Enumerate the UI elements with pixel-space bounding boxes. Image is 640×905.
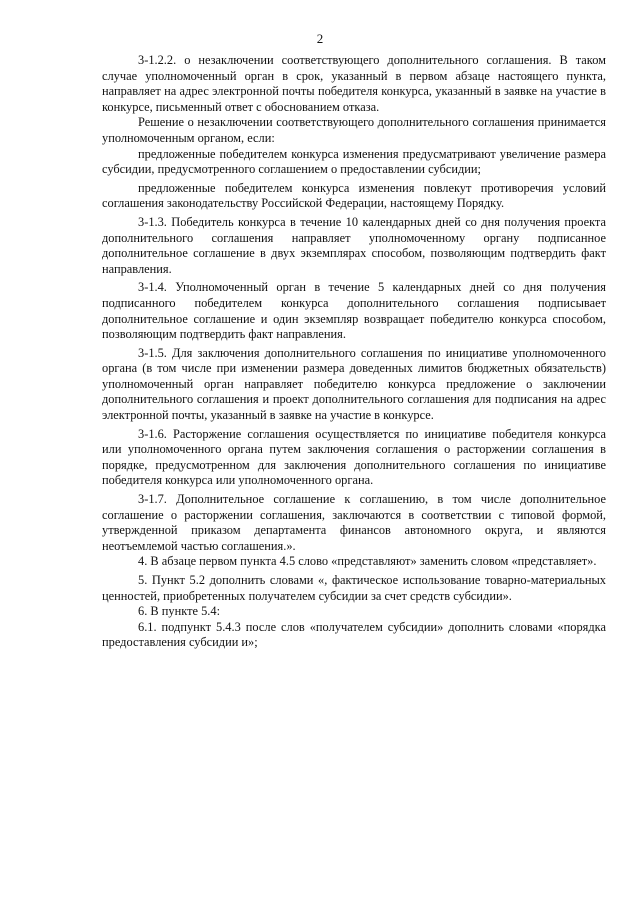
paragraph-3-1-6: 3-1.6. Расторжение соглашения осуществляется по инициативе победителя конкурса или уполномоченного органа путем заключения соглашения о расторжении соглашения в порядке, предусмотренном для заключения дополнительного соглашения по инициативе победителя конкурса или уполномоченного органа. (102, 426, 606, 488)
paragraph-5: 5. Пункт 5.2 дополнить словами «, фактическое использование товарно-материальных ценностей, приобретенных получателем субсидии за счет средств субсидии». (102, 573, 606, 603)
document-body (102, 53, 606, 651)
paragraph-6: 6. В пункте 5.4: (138, 604, 221, 619)
paragraph-3-1-3: 3-1.3. Победитель конкурса в течение 10 календарных дней со дня получения проекта дополнительного соглашения направляет уполномоченному органу подписанное дополнительное соглашение в двух экземплярах способом, позволяющим подтвердить факт направления. (102, 214, 606, 276)
page-number: 2 (316, 31, 324, 46)
paragraph-legal-contradiction: предложенные победителем конкурса изменения повлекут противоречия условий соглашения законодательству Российской Федерации, настоящему Порядку. (102, 180, 606, 211)
paragraph-3-1-5: 3-1.5. Для заключения дополнительного соглашения по инициативе уполномоченного органа (в том числе при изменении размера доведенных лимитов бюджетных обязательств) уполномоченный орган направляет победителю конкурса предложение о заключении дополнительного соглашения и проект дополнительного соглашения для подписания на адрес электронной почты, указанный в заявке на участие в конкурсе. (102, 345, 606, 423)
paragraph-3-1-7: 3-1.7. Дополнительное соглашение к соглашению, в том числе дополнительное соглашение о расторжении соглашения, заключаются в соответствии с типовой формой, утвержденной приказом департамента финансов автономного округа, и являются неотъемлемой частью соглашения.». (102, 492, 606, 553)
paragraph-3-1-2-2: 3-1.2.2. о незаключении соответствующего дополнительного соглашения. В таком случае уполномоченный орган в срок, указанный в первом абзаце настоящего пункта, направляет на адрес электронной почты победителя конкурса, указанный в заявке на участие в конкурсе, письменный ответ с обоснованием отказа. (102, 53, 606, 114)
paragraph-4: 4. В абзаце первом пункта 4.5 слово «представляют» заменить словом «представляет». (138, 554, 597, 569)
paragraph-refusal-decision: Решение о незаключении соответствующего дополнительного соглашения принимается уполномоченным органом, если: (102, 115, 606, 145)
paragraph-3-1-4: 3-1.4. Уполномоченный орган в течение 5 календарных дней со дня получения подписанного победителем конкурса дополнительного соглашения подписывает дополнительное соглашение и один экземпляр возвращает победителю конкурса способом, позволяющим подтвердить факт направления. (102, 280, 606, 342)
paragraph-6-1: 6.1. подпункт 5.4.3 после слов «получателем субсидии» дополнить словами «порядка предоставления субсидии и»; (102, 619, 606, 650)
paragraph-subsidy-increase: предложенные победителем конкурса изменения предусматривают увеличение размера субсидии, предусмотренного соглашением о предоставлении субсидии; (102, 146, 606, 177)
